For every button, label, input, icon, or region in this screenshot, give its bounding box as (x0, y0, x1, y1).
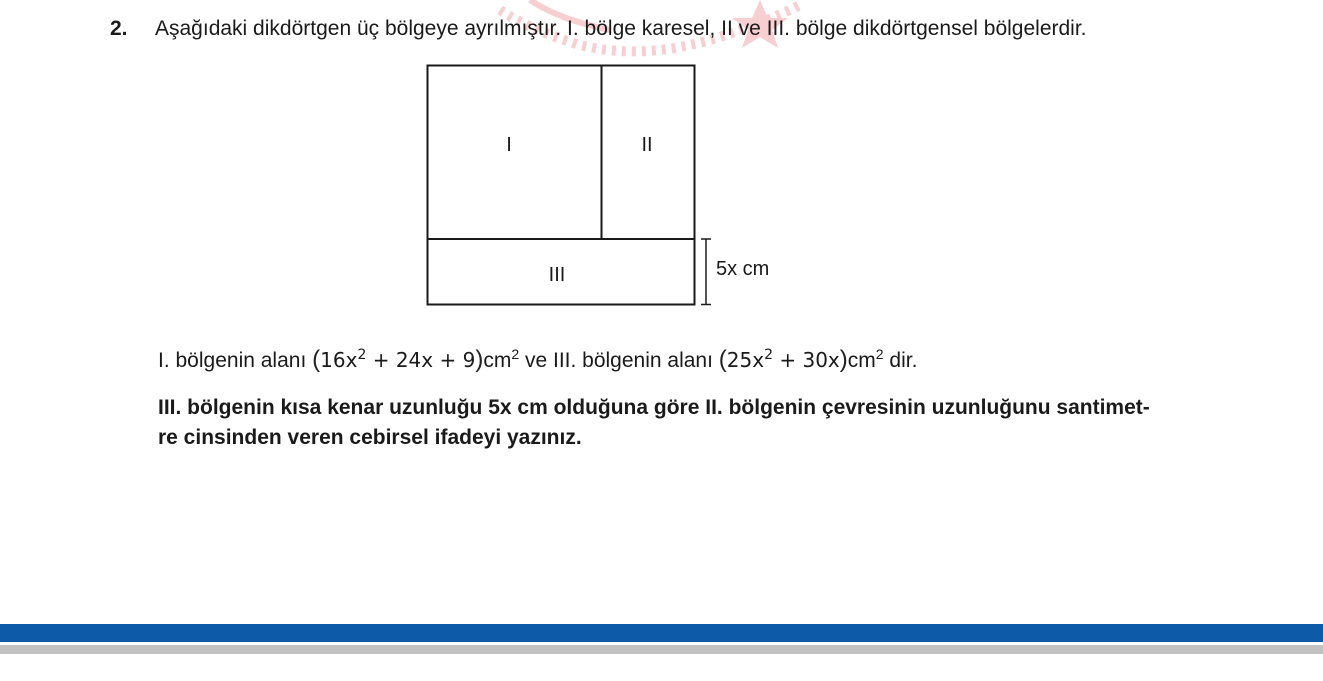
area-iii-unit: $cm^2$ (847, 346, 884, 372)
question-text: Aşağıdaki dikdörtgen üç bölgeye ayrılmıştır. I. bölge karesel, II ve III. bölge dikdörtgensel bölgelerdir. (155, 17, 1087, 40)
question-number: 2. (110, 17, 128, 40)
given-areas-line: I. bölgenin alanı $(16x^2 + 24x + 9)cm^2$ ve III. bölgenin alanı $(25x^2 + 30x)cm^2$ dir. (158, 346, 918, 373)
region-i-label: I (506, 134, 512, 156)
area-i-expression: $16x^2 + 24x + 9$ (320, 347, 476, 372)
area-i-unit: $cm^2$ (483, 346, 520, 372)
height-dimension-marker (701, 239, 711, 305)
footer-grey-band (0, 645, 1323, 654)
question-prompt (158, 393, 1238, 453)
region-iii-label: III (548, 264, 566, 286)
height-label: 5x cm (716, 258, 770, 280)
rectangle-diagram (420, 58, 800, 313)
sentence-ending: dir. (889, 349, 918, 372)
footer-blue-band (0, 624, 1323, 642)
prompt-line-2: re cinsinden veren cebirsel ifadeyi yazınız. (158, 426, 582, 449)
prompt-line-1: III. bölgenin kısa kenar uzunluğu 5x cm olduğuna göre II. bölgenin çevresinin uzunluğunu santimet- (158, 396, 1150, 419)
area-i-text: I. bölgenin alanı (158, 349, 307, 372)
region-ii-label: II (641, 134, 653, 156)
area-iii-text: ve III. bölgenin alanı (524, 349, 713, 372)
area-iii-expression: $25x^2 + 30x$ (726, 347, 840, 372)
